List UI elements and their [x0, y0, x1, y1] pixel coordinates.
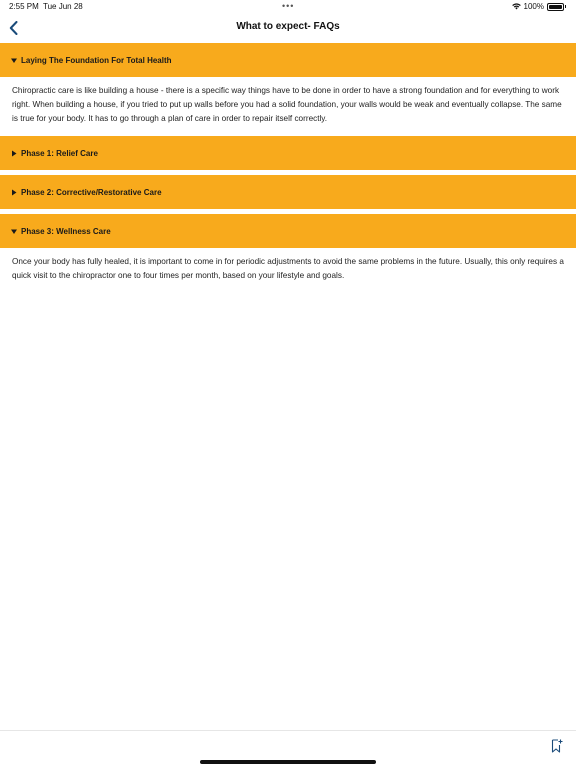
section-title: Phase 1: Relief Care — [21, 148, 98, 158]
multitasking-dots[interactable]: ••• — [282, 1, 295, 11]
section-header-foundation[interactable] — [0, 43, 576, 77]
status-time: 2:55 PM — [9, 2, 39, 11]
section-header-phase-1[interactable] — [0, 136, 576, 170]
section-body-phase-3: Once your body has fully healed, it is important to come in for periodic adjustments to avoid the same problems in the future. Usually, this only requires a quick visit to the chiropractor one to four times per month, based on your lifestyle and goals. — [12, 257, 564, 280]
page-title: What to expect- FAQs — [236, 21, 340, 32]
section-title: Laying The Foundation For Total Health — [21, 55, 172, 65]
battery-nub — [565, 5, 566, 8]
status-date: Tue Jun 28 — [43, 2, 83, 11]
section-header-phase-3[interactable] — [0, 214, 576, 248]
status-right — [512, 2, 566, 11]
section-title: Phase 2: Corrective/Restorative Care — [21, 187, 162, 197]
wifi-icon — [512, 3, 521, 10]
status-bar — [0, 0, 576, 14]
triangle-right-icon — [11, 150, 17, 157]
section-header-phase-2[interactable] — [0, 175, 576, 209]
home-indicator[interactable] — [200, 760, 376, 764]
navigation-bar — [0, 14, 576, 42]
triangle-down-icon — [11, 228, 17, 235]
triangle-down-icon — [11, 57, 17, 64]
section-title: Phase 3: Wellness Care — [21, 226, 111, 236]
bookmark-add-icon[interactable] — [551, 739, 563, 753]
battery-icon — [547, 3, 564, 11]
battery-percent: 100% — [523, 2, 544, 11]
triangle-right-icon — [11, 189, 17, 196]
section-body-foundation: Chiropractic care is like building a house - there is a specific way things have to be done in order to have a strong foundation and for everything to work right. When building a house, if you tried to put up walls before you had a solid foundation, your walls would be weak and eventually collapse. The same is true for your body. It has to go through a plan of care in order to repair itself correctly. — [12, 86, 562, 123]
